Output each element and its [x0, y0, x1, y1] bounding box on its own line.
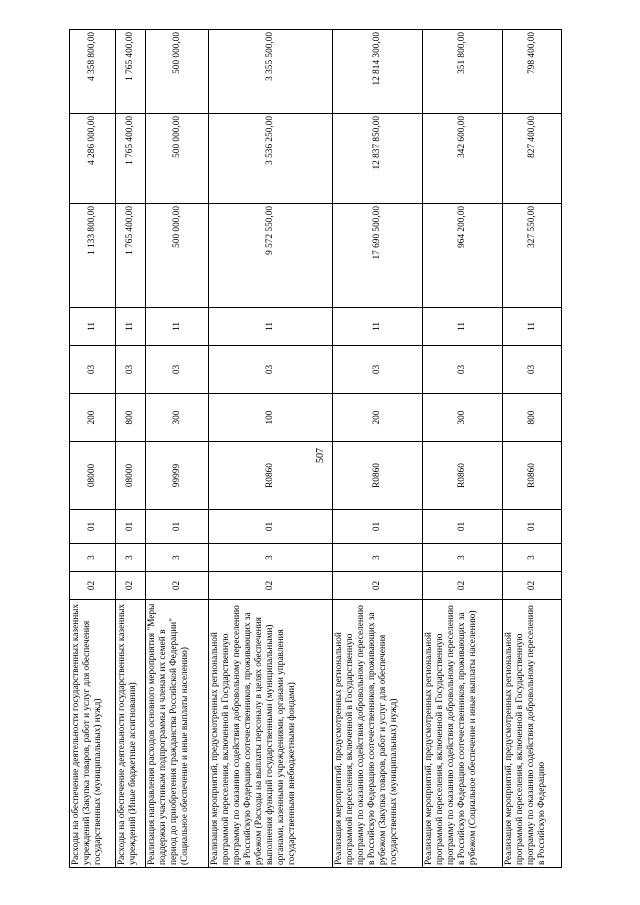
row-description: Расходы на обеспечение деятельности государственных казенных учреждений (Иные бюджетные ассигнования) — [116, 600, 146, 868]
row-description: Реализация мероприятий, предусмотренных региональной программой переселения, включенной в Государственную программу по оказанию содействия добровольному переселению в Российскую Федерацию соотечественников, проживающих за рубежом (Расходы на выплаты персоналу в целях обеспечения выполнения функций государственными (муниципальными) органами, казенными учреждениями, органами управления государственными внебюджетными фондами) — [209, 600, 333, 868]
rotated-page-content — [69, 30, 561, 868]
amount-year-2: 500 000,00 — [146, 114, 209, 204]
program-code: 02 — [146, 572, 209, 600]
section-code: 03 — [146, 346, 209, 394]
section-code: 03 — [333, 346, 423, 394]
program-code: 02 — [116, 572, 146, 600]
event-code: 01 — [333, 510, 423, 544]
amount-year-3: 4 358 800,00 — [70, 30, 116, 114]
event-code: 01 — [423, 510, 503, 544]
event-code: 01 — [503, 510, 562, 544]
table-row — [116, 30, 146, 868]
program-code: 02 — [209, 572, 333, 600]
event-code: 01 — [209, 510, 333, 544]
subprogram-code: 3 — [333, 544, 423, 572]
table-row — [209, 30, 333, 868]
amount-year-2: 827 400,00 — [503, 114, 562, 204]
program-code: 02 — [333, 572, 423, 600]
subsection-code: 11 — [116, 308, 146, 346]
amount-year-1: 17 690 500,00 — [333, 204, 423, 308]
program-code: 02 — [503, 572, 562, 600]
expense-type-code: 200 — [333, 394, 423, 442]
amount-year-3: 798 400,00 — [503, 30, 562, 114]
program-code: 02 — [423, 572, 503, 600]
event-code: 01 — [70, 510, 116, 544]
row-description: Реализация мероприятий, предусмотренных региональной программой переселения, включенной в Государственную программу по оказанию содействия добровольному переселению в Российскую Федерацию — [503, 600, 562, 868]
amount-year-3: 1 765 400,00 — [116, 30, 146, 114]
subsection-code: 11 — [503, 308, 562, 346]
expense-type-code: 800 — [116, 394, 146, 442]
table-row — [423, 30, 503, 868]
expense-direction-code: R0860 — [423, 442, 503, 510]
expense-type-code: 200 — [70, 394, 116, 442]
row-description: Реализация мероприятий, предусмотренных региональной программой переселения, включенной в Государственную программу по оказанию содействия добровольному переселению в Российскую Федерацию соотечественников, проживающих за рубежом (Закупка товаров, работ и услуг для обеспечения государственных (муниципальных) нужд) — [333, 600, 423, 868]
expense-direction-code: 99999 — [146, 442, 209, 510]
amount-year-3: 351 800,00 — [423, 30, 503, 114]
subprogram-code: 3 — [116, 544, 146, 572]
amount-year-2: 3 536 250,00 — [209, 114, 333, 204]
amount-year-1: 1 765 400,00 — [116, 204, 146, 308]
amount-year-2: 12 837 850,00 — [333, 114, 423, 204]
subsection-code: 11 — [146, 308, 209, 346]
expense-direction-code: R0860 — [503, 442, 562, 510]
subprogram-code: 3 — [503, 544, 562, 572]
amount-year-1: 327 550,00 — [503, 204, 562, 308]
subprogram-code: 3 — [423, 544, 503, 572]
expense-direction-code: 08000 — [116, 442, 146, 510]
row-description: Реализация направления расходов основного мероприятия "Меры поддержки участникам подпрограммы и членам их семей в период до приобретения гражданства Российской Федерации" (Социальное обеспечение и иные выплаты населению) — [146, 600, 209, 868]
amount-year-1: 500 000,00 — [146, 204, 209, 308]
table-row — [503, 30, 562, 868]
section-code: 03 — [116, 346, 146, 394]
subsection-code: 11 — [423, 308, 503, 346]
subprogram-code: 3 — [209, 544, 333, 572]
event-code: 01 — [116, 510, 146, 544]
expense-type-code: 300 — [423, 394, 503, 442]
expense-type-code: 800 — [503, 394, 562, 442]
amount-year-3: 500 000,00 — [146, 30, 209, 114]
budget-table — [69, 29, 562, 868]
page-number-text: 507 — [314, 447, 326, 463]
section-code: 03 — [209, 346, 333, 394]
expense-type-code: 100 — [209, 394, 333, 442]
subsection-code: 11 — [70, 308, 116, 346]
amount-year-2: 342 600,00 — [423, 114, 503, 204]
amount-year-3: 3 355 500,00 — [209, 30, 333, 114]
table-row — [70, 30, 116, 868]
row-description: Реализация мероприятий, предусмотренных региональной программой переселения, включенной в Государственную программу по оказанию содействия добровольному переселению в Российскую Федерацию соотечественников, проживающих за рубежом (Социальное обеспечение и иные выплаты населению) — [423, 600, 503, 868]
table-row — [146, 30, 209, 868]
row-description: Расходы на обеспечение деятельности государственных казенных учреждений (Закупка товаров, работ и услуг для обеспечения государственных (муниципальных) нужд) — [70, 600, 116, 868]
event-code: 01 — [146, 510, 209, 544]
amount-year-3: 12 814 300,00 — [333, 30, 423, 114]
expense-direction-code: R0860 — [209, 442, 333, 510]
section-code: 03 — [70, 346, 116, 394]
section-code: 03 — [423, 346, 503, 394]
expense-type-code: 300 — [146, 394, 209, 442]
amount-year-1: 1 133 800,00 — [70, 204, 116, 308]
expense-direction-code: R0860 — [333, 442, 423, 510]
amount-year-2: 4 286 000,00 — [70, 114, 116, 204]
table-row — [333, 30, 423, 868]
subsection-code: 11 — [333, 308, 423, 346]
subsection-code: 11 — [209, 308, 333, 346]
section-code: 03 — [503, 346, 562, 394]
amount-year-1: 9 572 550,00 — [209, 204, 333, 308]
subprogram-code: 3 — [70, 544, 116, 572]
subprogram-code: 3 — [146, 544, 209, 572]
amount-year-2: 1 765 400,00 — [116, 114, 146, 204]
amount-year-1: 964 200,00 — [423, 204, 503, 308]
program-code: 02 — [70, 572, 116, 600]
expense-direction-code: 08000 — [70, 442, 116, 510]
